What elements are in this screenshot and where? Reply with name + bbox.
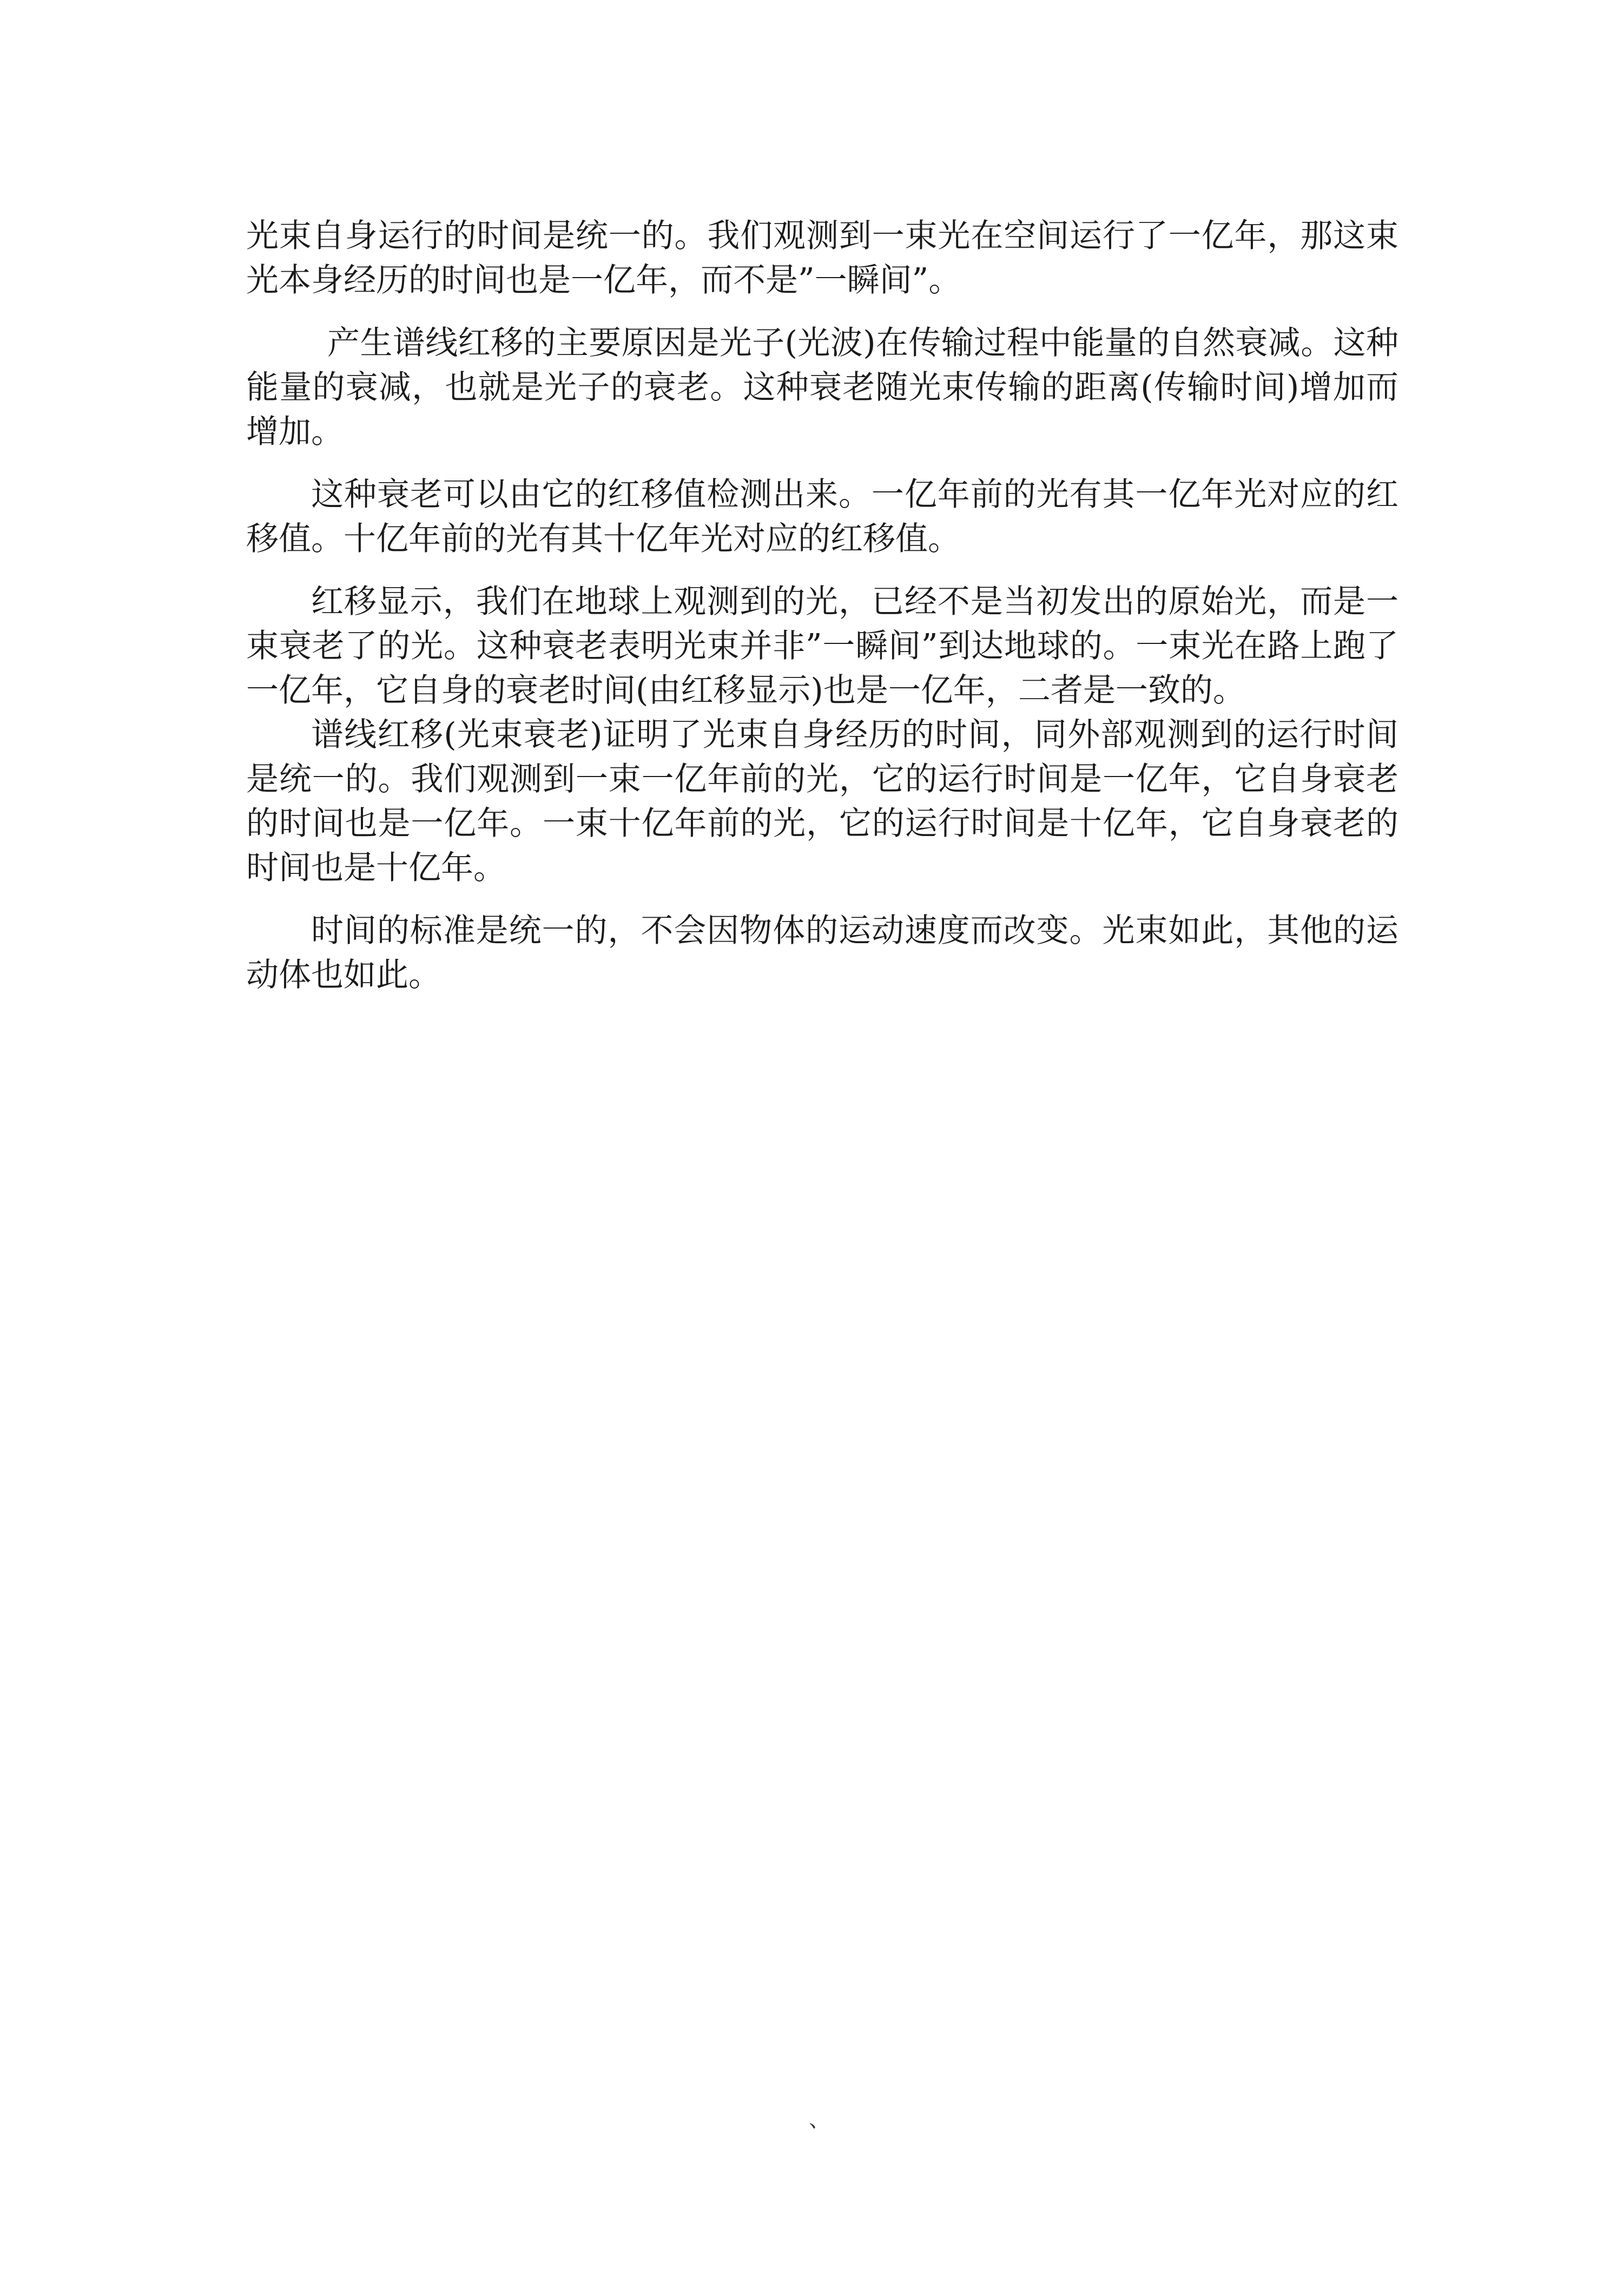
document-body [246, 214, 1398, 1016]
paragraph-4: 红移显示，我们在地球上观测到的光，已经不是当初发出的原始光，而是一束衰老了的光。这种衰老表明光束并非”一瞬间”到达地球的。一束光在路上跑了一亿年，它自身的衰老时间(由红移显示)也是一亿年，二者是一致的。 [246, 583, 1398, 709]
paragraph-6: 时间的标准是统一的，不会因物体的运动速度而改变。光束如此，其他的运动体也如此。 [246, 912, 1398, 994]
footer-mark: 、 [809, 2107, 830, 2132]
paragraph-2: 产生谱线红移的主要原因是光子(光波)在传输过程中能量的自然衰减。这种能量的衰减，也就是光子的衰老。这种衰老随光束传输的距离(传输时间)增加而增加。 [246, 324, 1398, 451]
paragraph-3: 这种衰老可以由它的红移值检测出来。一亿年前的光有其一亿年光对应的红移值。十亿年前的光有其十亿年光对应的红移值。 [246, 476, 1398, 558]
paragraph-1: 光束自身运行的时间是统一的。我们观测到一束光在空间运行了一亿年，那这束光本身经历的时间也是一亿年，而不是”一瞬间”。 [246, 217, 1398, 299]
paragraph-5: 谱线红移(光束衰老)证明了光束自身经历的时间，同外部观测到的运行时间是统一的。我们观测到一束一亿年前的光，它的运行时间是一亿年，它自身衰老的时间也是一亿年。一束十亿年前的光，它的运行时间是十亿年，它自身衰老的时间也是十亿年。 [246, 716, 1398, 887]
